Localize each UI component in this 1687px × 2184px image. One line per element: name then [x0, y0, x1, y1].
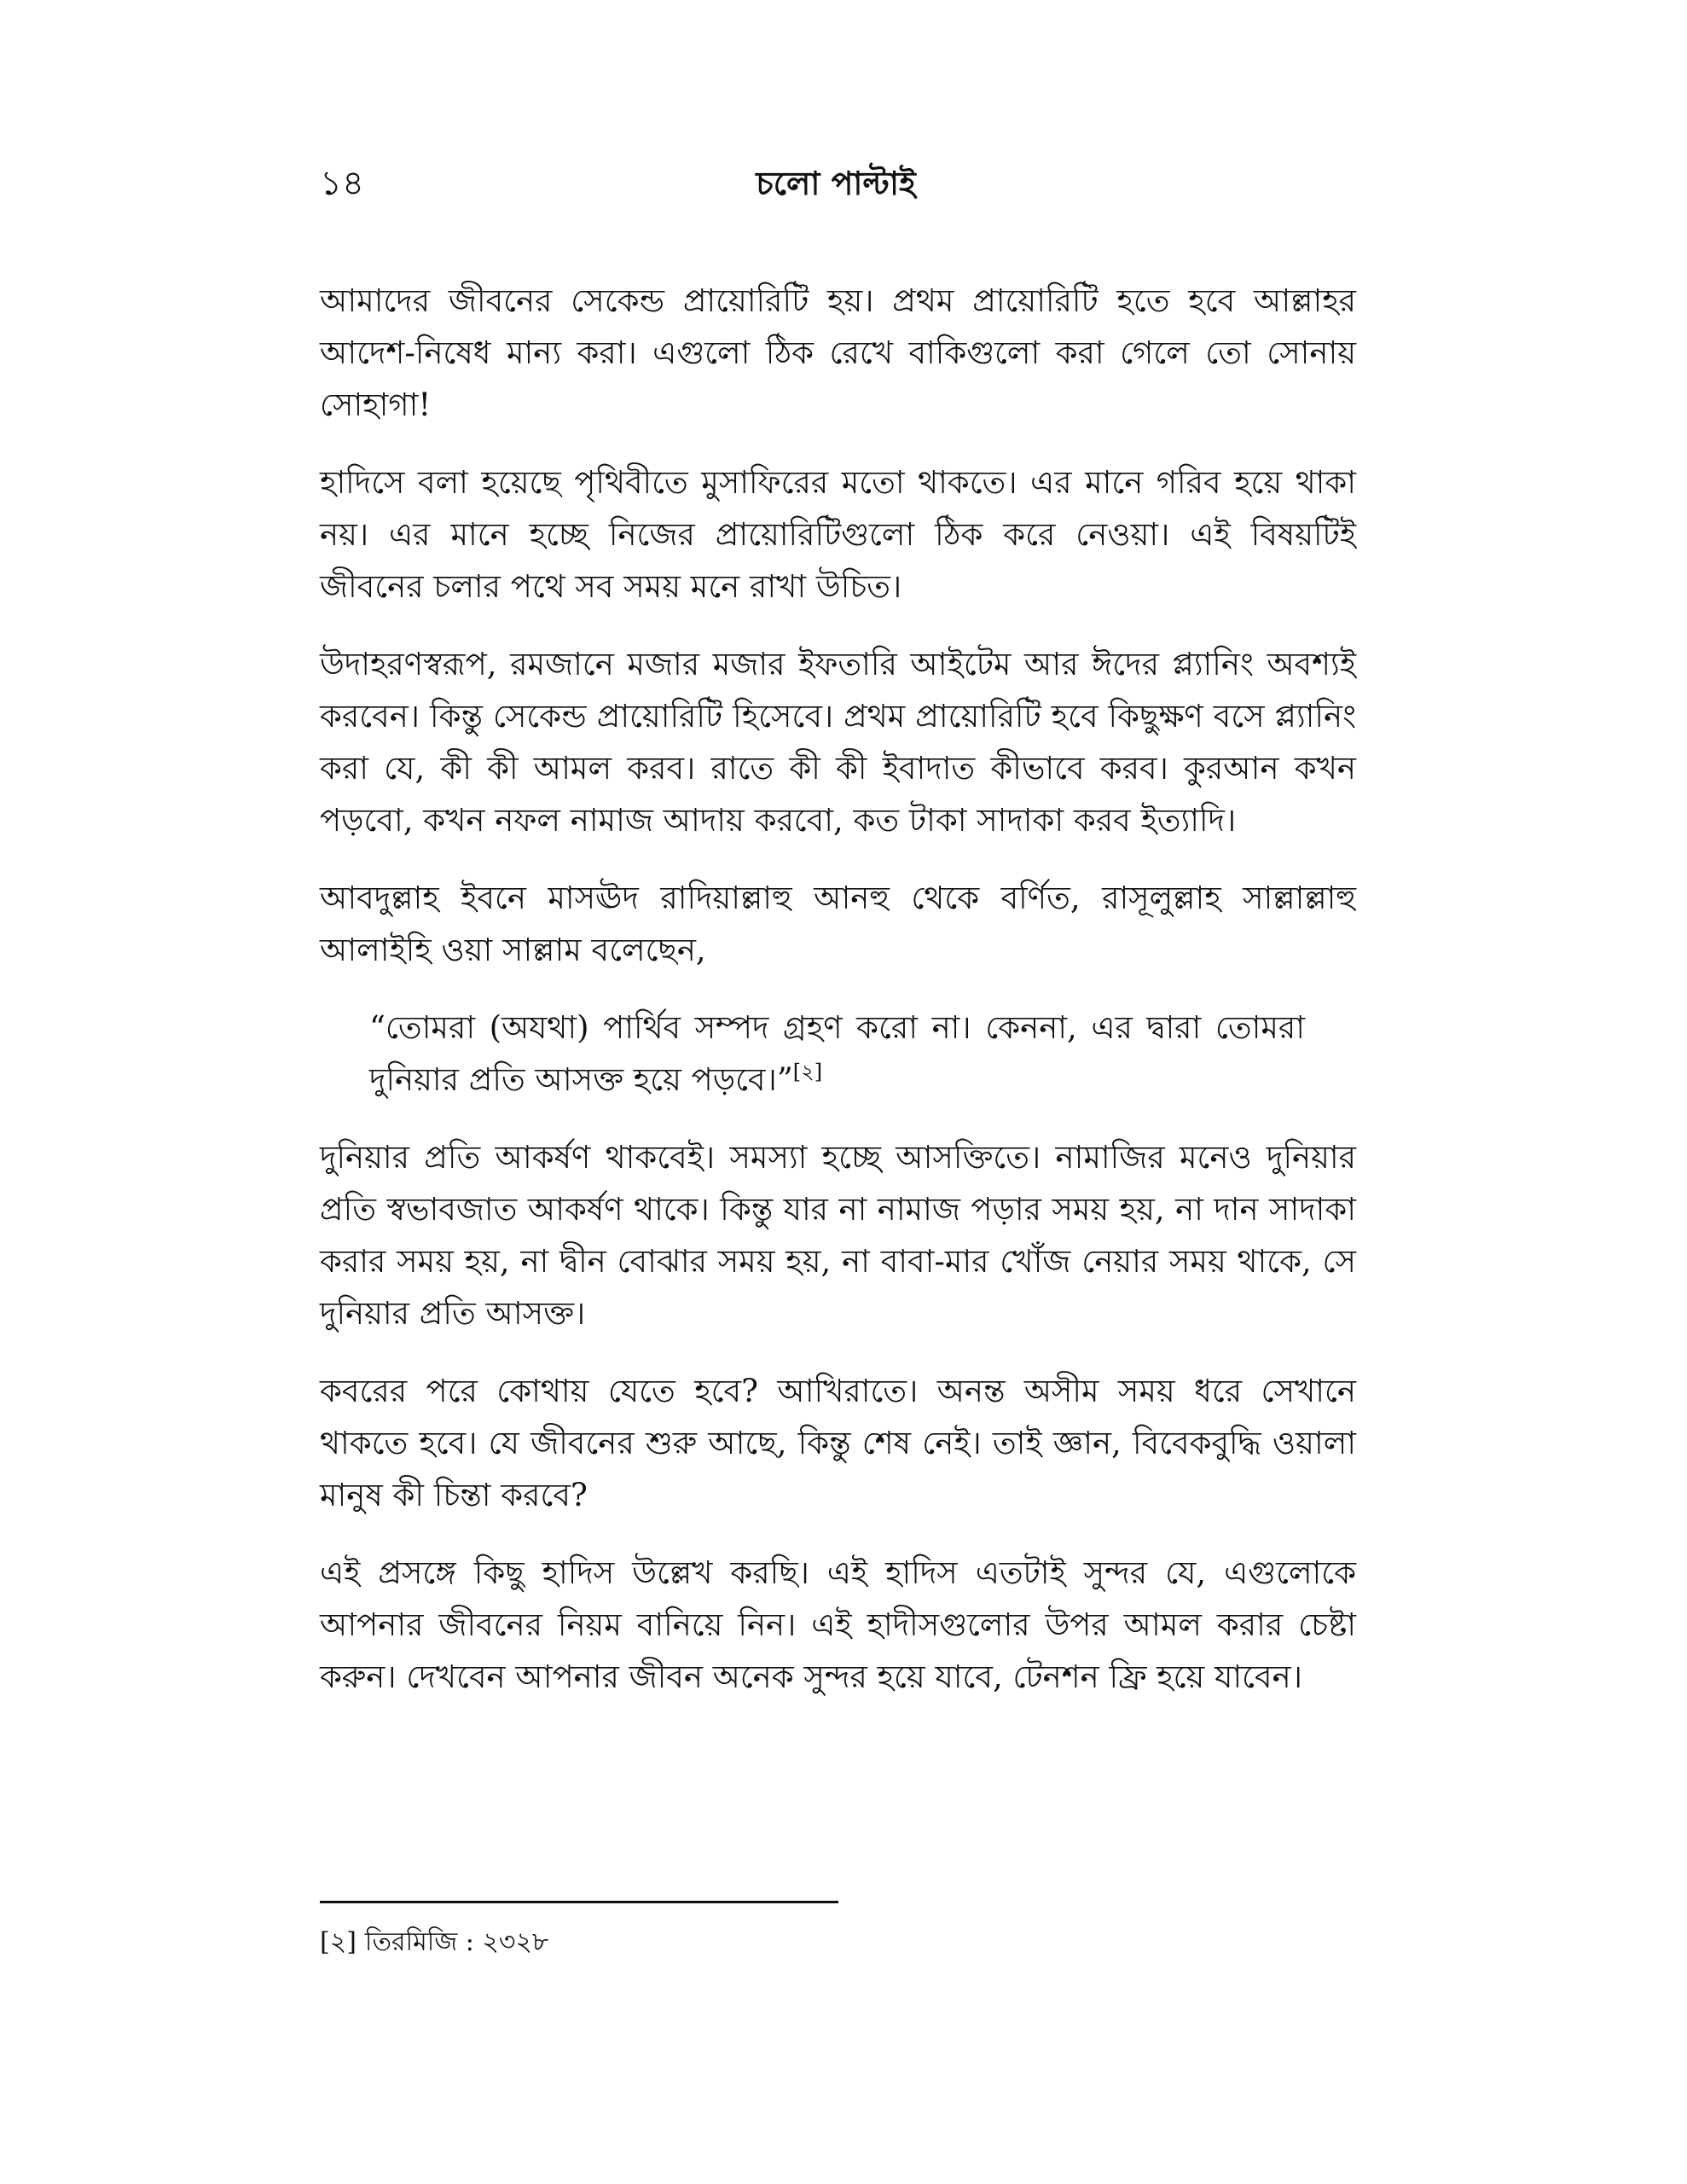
paragraph-ramadan-example: উদাহরণস্বরূপ, রমজানে মজার মজার ইফতারি আইটেম আর ঈদের প্ল্যানিং অবশ্যই করবেন। কিন্তু সেকেন্ড প্রায়োরিটি হিসেবে। প্রথম প্রায়োরিটি হবে কিছুক্ষণ বসে প্ল্যানিং করা যে, কী কী আমল করব। রাতে কী কী ইবাদাত কীভাবে করব। কুরআন কখন পড়বো, কখন নফল নামাজ আদায় করবো, কত টাকা সাদাকা করব ইত্যাদি।	[320, 646, 1356, 839]
footnote-divider	[320, 1901, 838, 1903]
footnote	[320, 1921, 548, 1964]
page-number: ১৪	[320, 164, 364, 203]
footnote-reference[interactable]: [২]	[792, 1060, 823, 1084]
paragraph-priority: আমাদের জীবনের সেকেন্ড প্রায়োরিটি হয়। প্রথম প্রায়োরিটি হতে হবে আল্লাহর আদেশ-নিষেধ মান্য করা। এগুলো ঠিক রেখে বাকিগুলো করা গেলে তো সোনায় সোহাগা!	[320, 282, 1356, 423]
footnote-text: তিরমিজি : ২৩২৮	[364, 1927, 549, 1957]
running-header	[320, 154, 1352, 213]
paragraph-traveler-hadith: হাদিসে বলা হয়েছে পৃথিবীতে মুসাফিরের মতো থাকতে। এর মানে গরিব হয়ে থাকা নয়। এর মানে হচ্ছে নিজের প্রায়োরিটিগুলো ঠিক করে নেওয়া। এই বিষয়টিই জীবনের চলার পথে সব সময় মনে রাখা উচিত।	[320, 464, 1356, 605]
hadith-quote	[369, 1002, 1305, 1106]
paragraph-akhirah: কবরের পরে কোথায় যেতে হবে? আখিরাতে। অনন্ত অসীম সময় ধরে সেখানে থাকতে হবে। যে জীবনের শুরু আছে, কিন্তু শেষ নেই। তাই জ্ঞান, বিবেকবুদ্ধি ওয়ালা মানুষ কী চিন্তা করবে?	[320, 1373, 1356, 1513]
body-text	[320, 275, 1356, 1728]
paragraph-narration-intro: আবদুল্লাহ ইবনে মাসঊদ রাদিয়াল্লাহু আনহু থেকে বর্ণিত, রাসূলুল্লাহ সাল্লাল্লাহু আলাইহি ওয়া সাল্লাম বলেছেন,	[320, 880, 1356, 968]
paragraph-attachment: দুনিয়ার প্রতি আকর্ষণ থাকবেই। সমস্যা হচ্ছে আসক্তিতে। নামাজির মনেও দুনিয়ার প্রতি স্বভাবজাত আকর্ষণ থাকে। কিন্তু যার না নামাজ পড়ার সময় হয়, না দান সাদাকা করার সময় হয়, না দ্বীন বোঝার সময় হয়, না বাবা-মার খোঁজ নেয়ার সময় থাকে, সে দুনিয়ার প্রতি আসক্ত।	[320, 1139, 1356, 1332]
footnote-mark: [২]	[320, 1927, 357, 1957]
paragraph-closing: এই প্রসঙ্গে কিছু হাদিস উল্লেখ করছি। এই হাদিস এতটাই সুন্দর যে, এগুলোকে আপনার জীবনের নিয়ম বানিয়ে নিন। এই হাদীসগুলোর উপর আমল করার চেষ্টা করুন। দেখবেন আপনার জীবন অনেক সুন্দর হয়ে যাবে, টেনশন ফ্রি হয়ে যাবেন।	[320, 1554, 1356, 1695]
hadith-quote-text: “তোমরা (অযথা) পার্থিব সম্পদ গ্রহণ করো না। কেননা, এর দ্বারা তোমরা দুনিয়ার প্রতি আসক্ত হয়ে পড়বে।”	[369, 1009, 1305, 1098]
book-title: চলো পাল্টাই	[756, 164, 916, 202]
